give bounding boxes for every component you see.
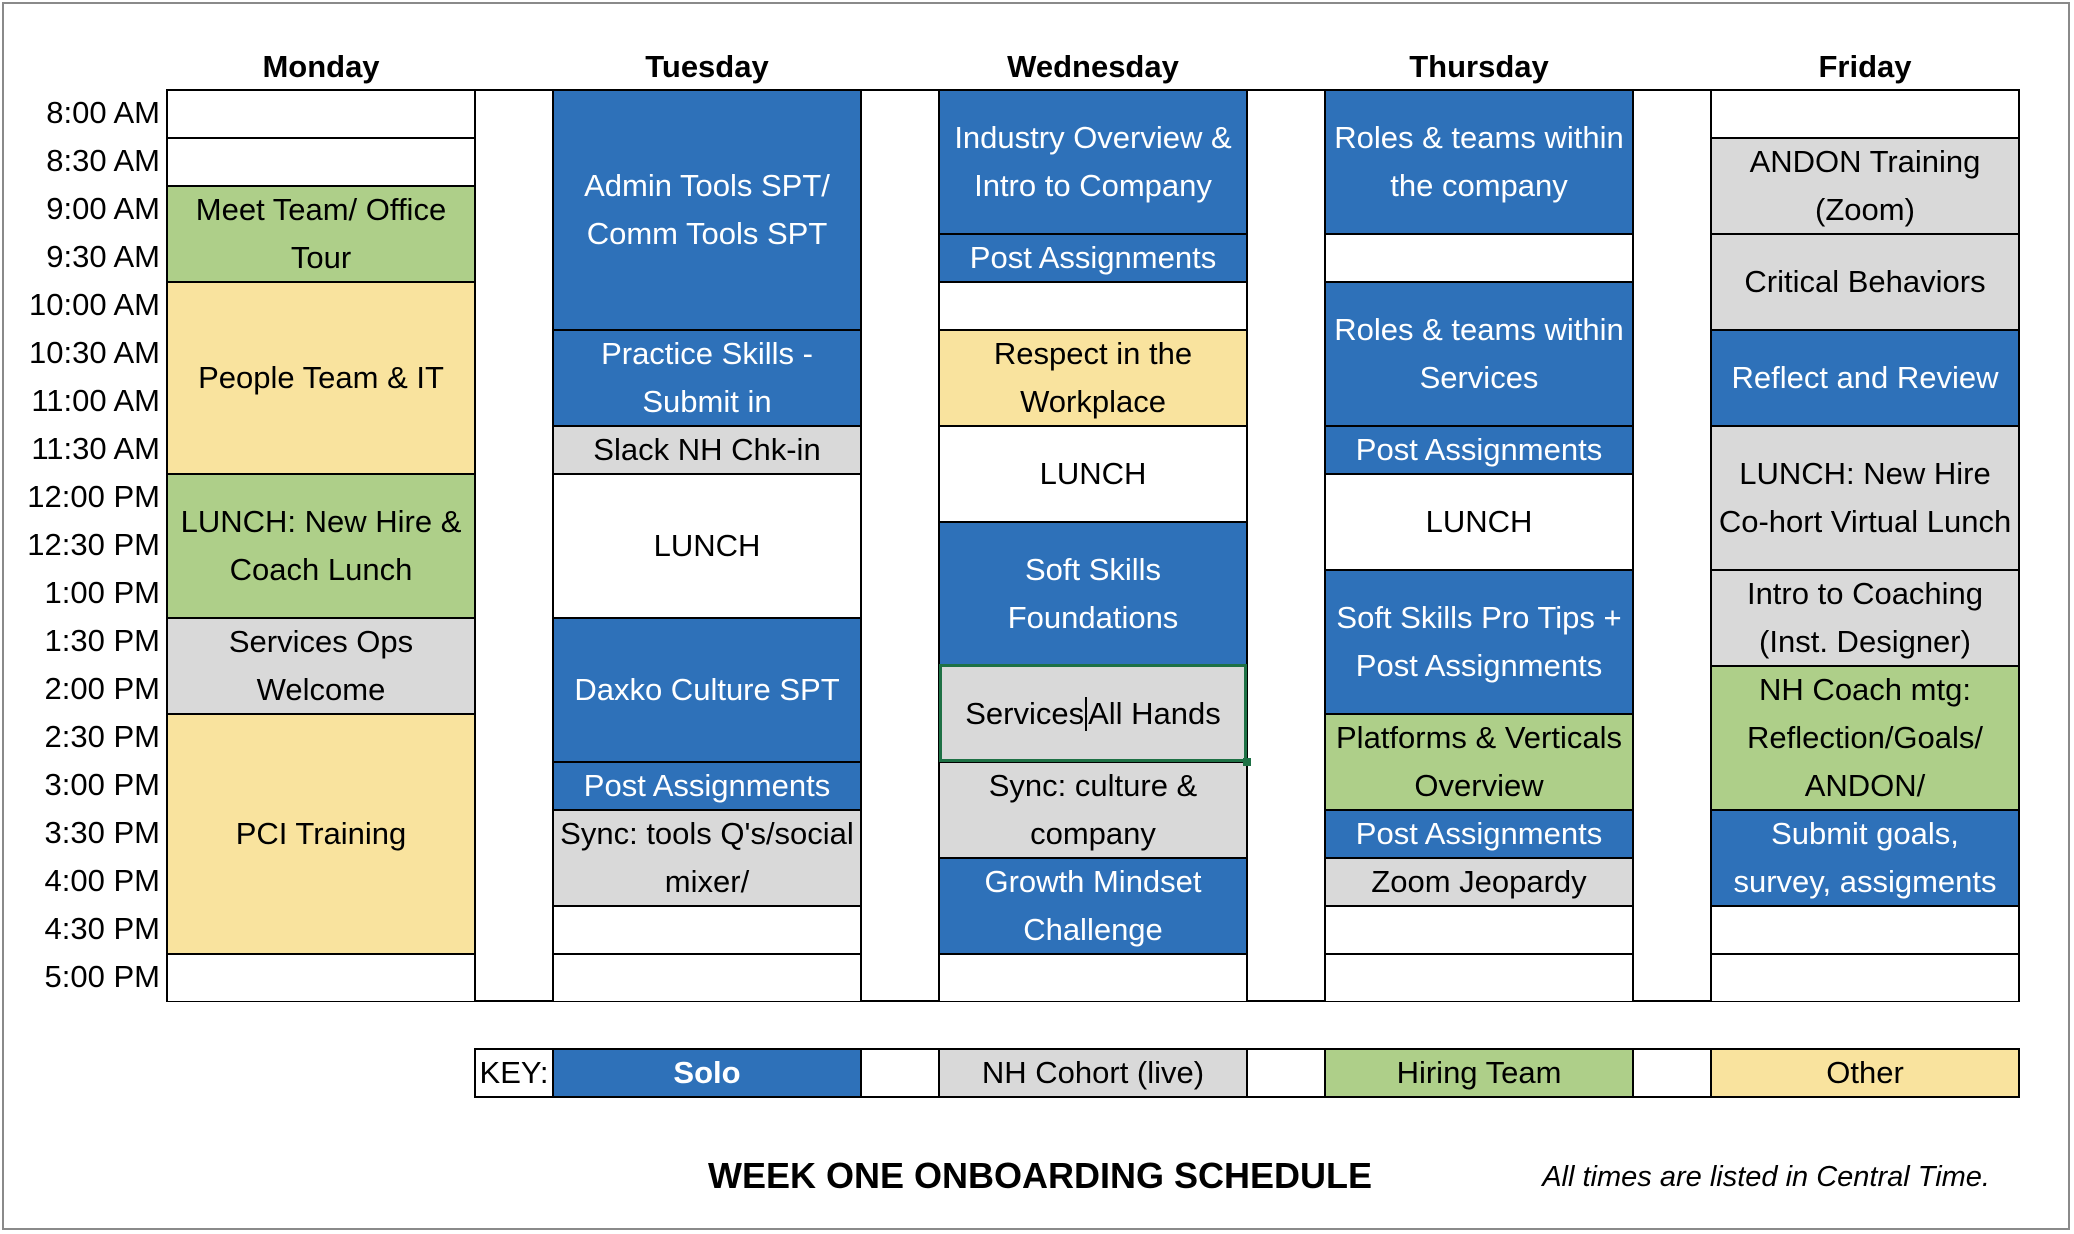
event-friday[interactable]: Intro to Coaching (Inst. Designer) xyxy=(1712,569,2018,665)
timezone-note: All times are listed in Central Time. xyxy=(1542,1160,1990,1193)
event-monday[interactable]: Meet Team/ Office Tour xyxy=(168,185,474,281)
event-tuesday[interactable]: Practice Skills - Submit in xyxy=(554,329,860,425)
fill-handle[interactable] xyxy=(1243,758,1251,766)
event-friday[interactable]: Reflect and Review xyxy=(1712,329,2018,425)
day-header-thursday: Thursday xyxy=(1409,49,1549,84)
column-tuesday xyxy=(552,89,862,1002)
column-spacer xyxy=(860,89,940,1002)
empty-slot[interactable] xyxy=(168,137,474,185)
cell-text: Services xyxy=(965,696,1085,731)
time-label: 8:30 AM xyxy=(46,143,160,178)
key-solo[interactable]: Solo xyxy=(552,1048,862,1098)
event-tuesday[interactable]: LUNCH xyxy=(554,473,860,617)
event-thursday[interactable]: Post Assignments xyxy=(1326,425,1632,473)
time-label: 4:00 PM xyxy=(44,863,160,898)
event-tuesday[interactable]: Slack NH Chk-in xyxy=(554,425,860,473)
column-spacer xyxy=(474,89,554,1002)
event-monday[interactable]: LUNCH: New Hire & Coach Lunch xyxy=(168,473,474,617)
empty-slot[interactable] xyxy=(168,953,474,1001)
key-spacer[interactable] xyxy=(860,1048,940,1098)
event-friday[interactable]: ANDON Training (Zoom) xyxy=(1712,137,2018,233)
empty-slot[interactable] xyxy=(940,281,1246,329)
event-monday[interactable]: PCI Training xyxy=(168,713,474,953)
time-label: 12:00 PM xyxy=(27,479,160,514)
schedule-title: WEEK ONE ONBOARDING SCHEDULE xyxy=(707,1155,1373,1196)
key-label: KEY: xyxy=(474,1048,554,1098)
time-label: 10:00 AM xyxy=(29,287,160,322)
time-label: 5:00 PM xyxy=(44,959,160,994)
empty-slot[interactable] xyxy=(1326,953,1632,1001)
key-nh-cohort[interactable]: NH Cohort (live) xyxy=(938,1048,1248,1098)
column-friday xyxy=(1710,89,2020,1002)
event-wednesday[interactable]: Respect in the Workplace xyxy=(940,329,1246,425)
column-wednesday xyxy=(938,89,1248,1002)
time-label: 2:00 PM xyxy=(44,671,160,706)
cell-text: All Hands xyxy=(1088,696,1221,731)
time-label: 9:30 AM xyxy=(46,239,160,274)
event-friday[interactable]: Submit goals, survey, assigments xyxy=(1712,809,2018,905)
event-wednesday[interactable]: LUNCH xyxy=(940,425,1246,521)
event-wednesday[interactable]: Industry Overview & Intro to Company xyxy=(940,91,1246,233)
empty-slot[interactable] xyxy=(1712,953,2018,1001)
event-wednesday[interactable]: Post Assignments xyxy=(940,233,1246,281)
day-header-friday: Friday xyxy=(1818,49,1912,84)
key-other[interactable]: Other xyxy=(1710,1048,2020,1098)
time-label: 10:30 AM xyxy=(29,335,160,370)
time-label: 2:30 PM xyxy=(44,719,160,754)
event-tuesday[interactable]: Sync: tools Q's/social mixer/ xyxy=(554,809,860,905)
empty-slot[interactable] xyxy=(554,953,860,1001)
event-friday[interactable]: LUNCH: New Hire Co-hort Virtual Lunch xyxy=(1712,425,2018,569)
day-header-monday: Monday xyxy=(262,49,380,84)
column-spacer xyxy=(1632,89,1712,1002)
event-tuesday[interactable]: Admin Tools SPT/ Comm Tools SPT xyxy=(554,91,860,329)
day-header-tuesday: Tuesday xyxy=(645,49,769,84)
empty-slot[interactable] xyxy=(1326,905,1632,953)
time-label: 1:30 PM xyxy=(44,623,160,658)
event-thursday[interactable]: Roles & teams within Services xyxy=(1326,281,1632,425)
time-label: 9:00 AM xyxy=(46,191,160,226)
time-label: 3:30 PM xyxy=(44,815,160,850)
event-thursday[interactable]: Roles & teams within the company xyxy=(1326,91,1632,233)
time-label: 3:00 PM xyxy=(44,767,160,802)
event-monday[interactable]: Services Ops Welcome xyxy=(168,617,474,713)
empty-slot[interactable] xyxy=(1326,233,1632,281)
empty-slot[interactable] xyxy=(1712,91,2018,137)
event-friday[interactable]: NH Coach mtg: Reflection/Goals/ ANDON/ xyxy=(1712,665,2018,809)
text-cursor xyxy=(1085,697,1087,731)
event-thursday[interactable]: Soft Skills Pro Tips + Post Assignments xyxy=(1326,569,1632,713)
key-spacer[interactable] xyxy=(1246,1048,1326,1098)
event-tuesday[interactable]: Post Assignments xyxy=(554,761,860,809)
key-hiring-team[interactable]: Hiring Team xyxy=(1324,1048,1634,1098)
event-thursday[interactable]: Zoom Jeopardy xyxy=(1326,857,1632,905)
column-thursday xyxy=(1324,89,1634,1002)
event-thursday[interactable]: Platforms & Verticals Overview xyxy=(1326,713,1632,809)
event-wednesday[interactable]: Growth Mindset Challenge xyxy=(940,857,1246,953)
key-spacer[interactable] xyxy=(1632,1048,1712,1098)
time-label: 1:00 PM xyxy=(44,575,160,610)
column-monday xyxy=(166,89,476,1002)
event-friday[interactable]: Critical Behaviors xyxy=(1712,233,2018,329)
empty-slot[interactable] xyxy=(554,905,860,953)
day-header-wednesday: Wednesday xyxy=(1007,49,1179,84)
time-label: 8:00 AM xyxy=(46,95,160,130)
empty-slot[interactable] xyxy=(940,953,1246,1001)
event-monday[interactable]: People Team & IT xyxy=(168,281,474,473)
event-thursday[interactable]: LUNCH xyxy=(1326,473,1632,569)
time-label: 12:30 PM xyxy=(27,527,160,562)
time-label: 4:30 PM xyxy=(44,911,160,946)
time-label: 11:00 AM xyxy=(31,383,160,418)
event-thursday[interactable]: Post Assignments xyxy=(1326,809,1632,857)
event-wednesday[interactable]: Sync: culture & company xyxy=(940,761,1246,857)
event-wednesday[interactable] xyxy=(940,665,1246,761)
event-wednesday[interactable]: Soft Skills Foundations xyxy=(940,521,1246,665)
empty-slot[interactable] xyxy=(168,91,474,137)
event-tuesday[interactable]: Daxko Culture SPT xyxy=(554,617,860,761)
empty-slot[interactable] xyxy=(1712,905,2018,953)
time-label: 11:30 AM xyxy=(31,431,160,466)
column-spacer xyxy=(1246,89,1326,1002)
